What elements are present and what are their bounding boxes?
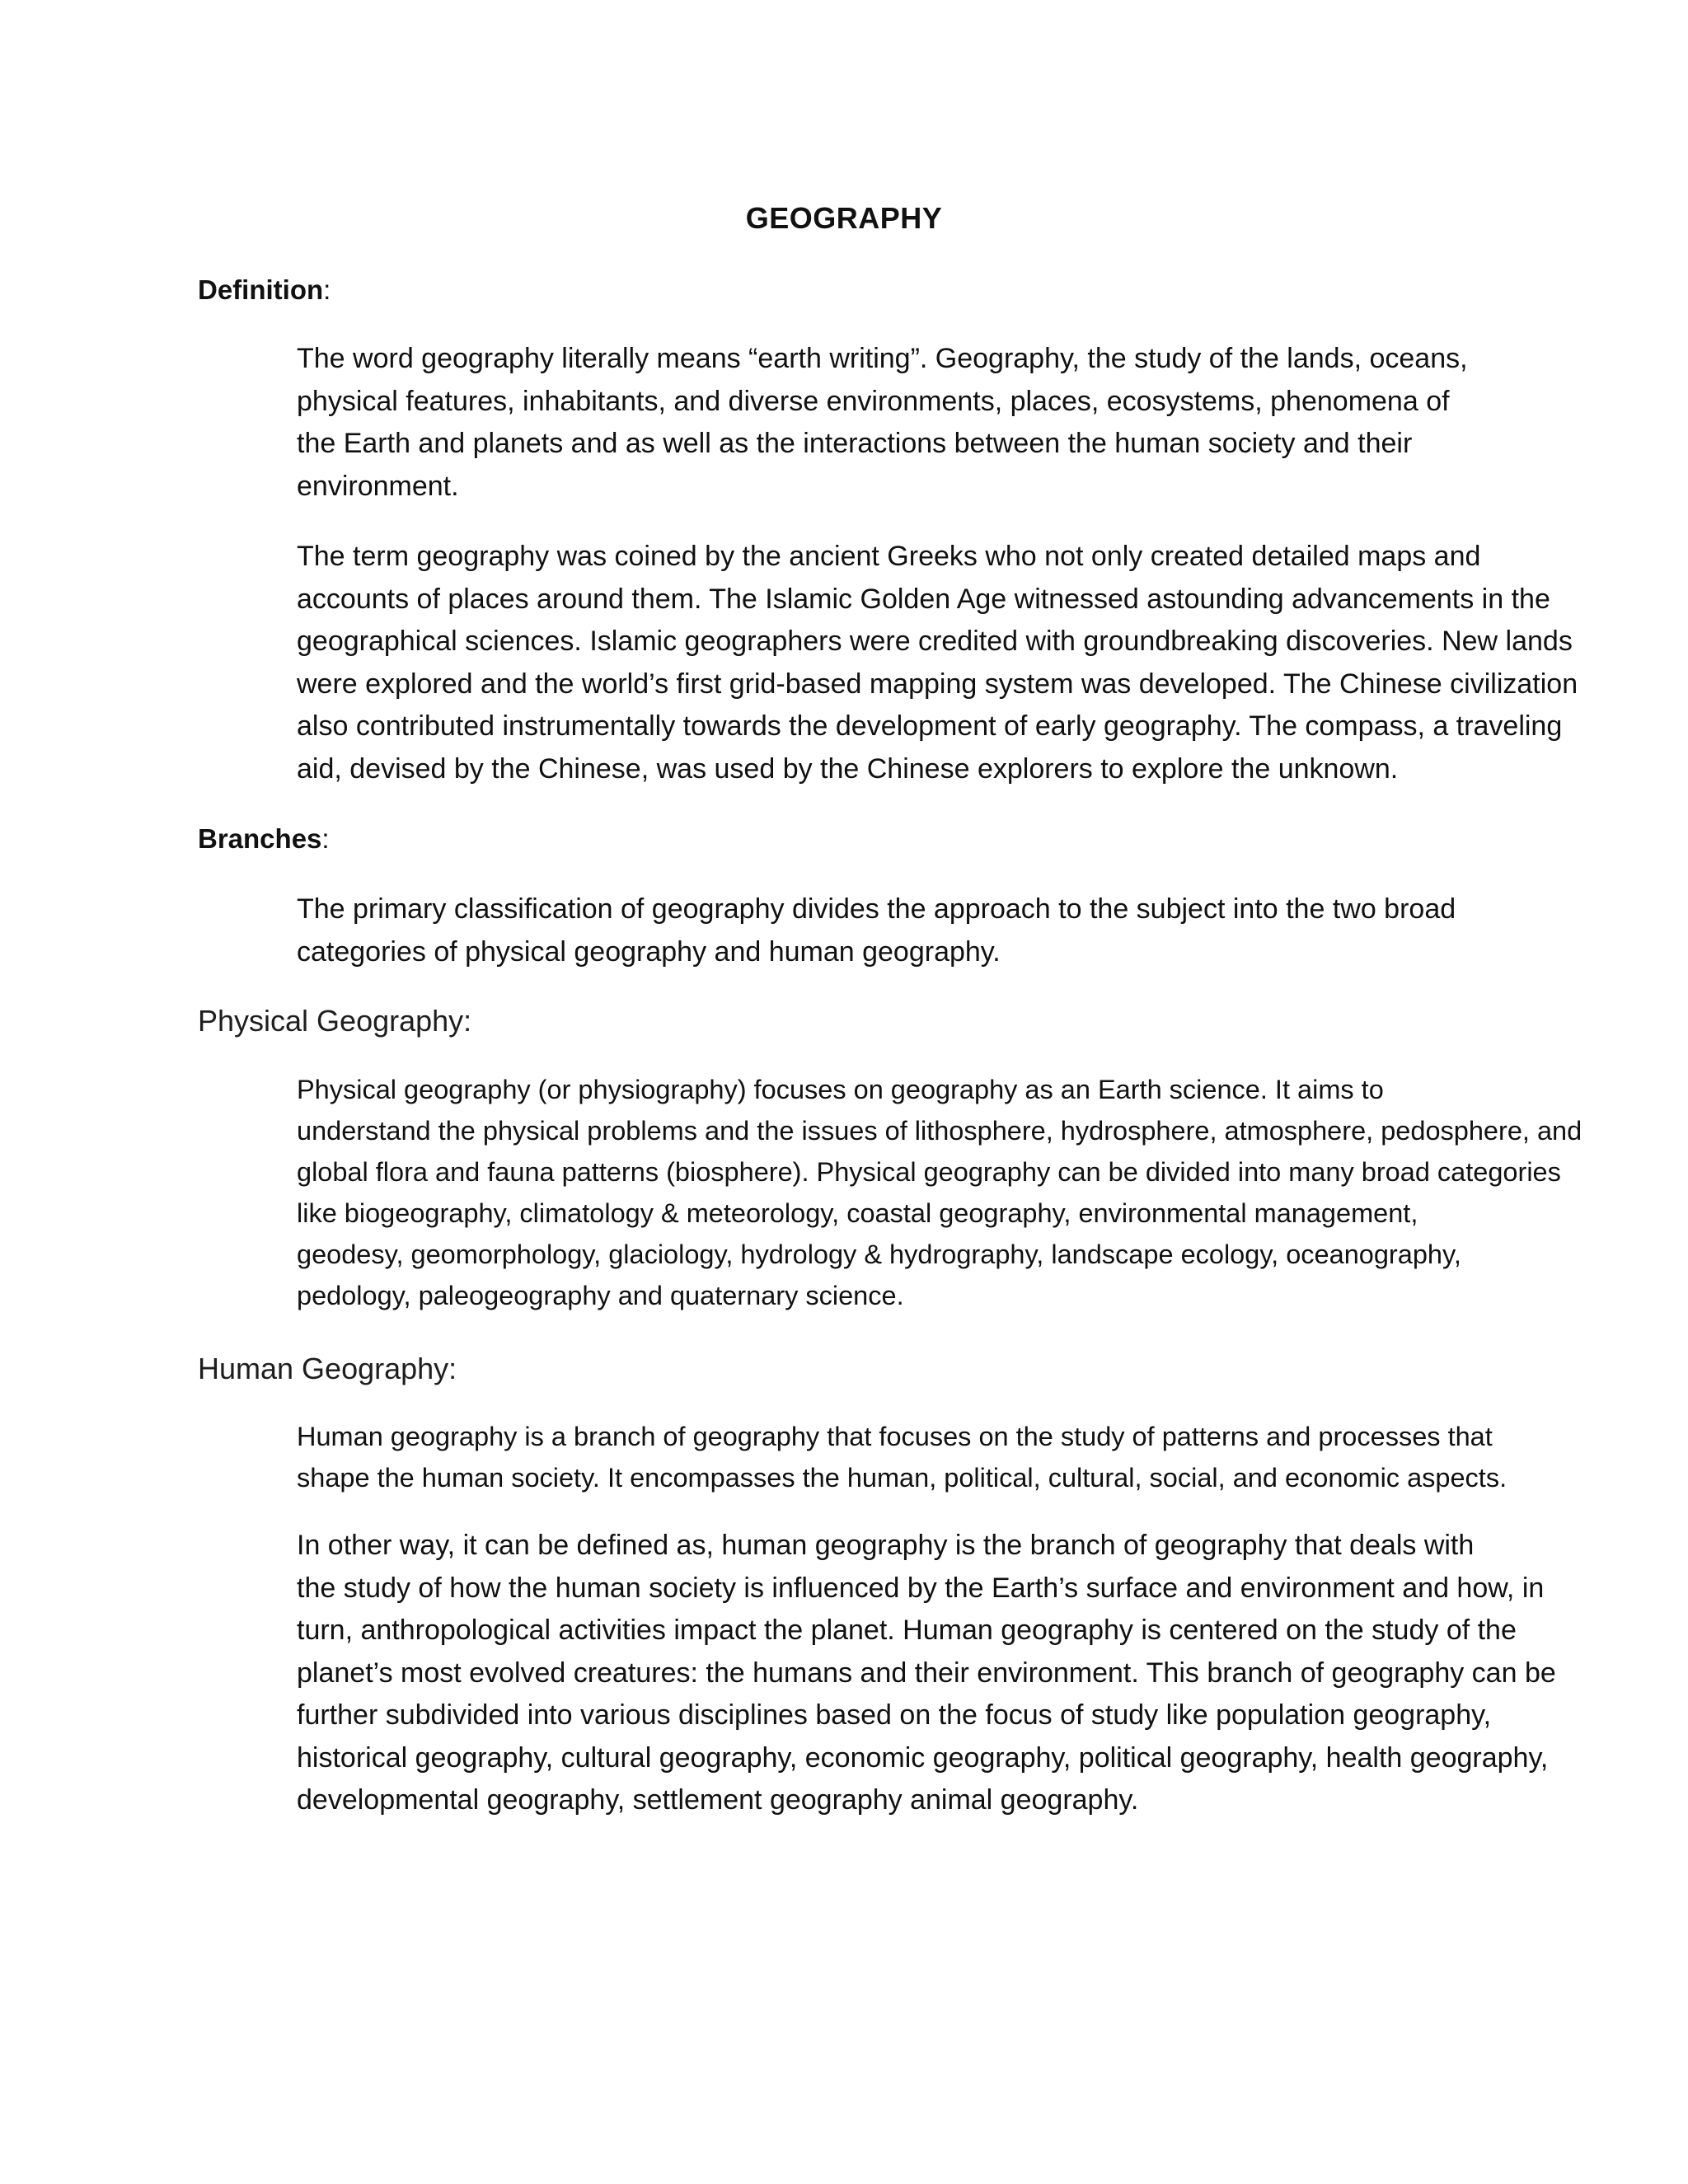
text-line: global flora and fauna patterns (biosphere). Physical geography can be divided into many broad categories <box>297 1157 1561 1187</box>
human-geography-paragraph-1 <box>198 1416 1507 1498</box>
branches-heading <box>198 819 1484 859</box>
branches-colon: : <box>321 823 330 854</box>
text-line: also contributed instrumentally towards the development of early geography. The compass, a traveling <box>297 710 1563 742</box>
text-line: planet’s most evolved creatures: the humans and their environment. This branch of geography can be <box>297 1657 1556 1689</box>
text-line: aid, devised by the Chinese, was used by the Chinese explorers to explore the unknown. <box>297 752 1399 785</box>
human-geography-label: Human Geography <box>198 1352 449 1385</box>
text-line: categories of physical geography and human geography. <box>297 935 1001 968</box>
text-line: The primary classification of geography divides the approach to the subject into the two broad <box>297 893 1456 925</box>
human-geography-colon: : <box>448 1352 457 1385</box>
text-line: geographical sciences. Islamic geographers were credited with groundbreaking discoveries. New lands <box>297 626 1573 657</box>
physical-geography-heading <box>198 1001 1484 1042</box>
physical-geography-label: Physical Geography <box>198 1004 464 1038</box>
branches-paragraph <box>198 888 1484 973</box>
text-line: Human geography is a branch of geography that focuses on the study of patterns and processes that <box>297 1422 1493 1451</box>
text-line: The term geography was coined by the ancient Greeks who not only created detailed maps and <box>297 541 1481 572</box>
definition-colon: : <box>323 274 331 305</box>
physical-geography-colon: : <box>463 1004 472 1038</box>
definition-heading <box>198 270 1484 310</box>
text-line: the Earth and planets and as well as the interactions between the human society and their <box>297 428 1413 459</box>
human-geography-paragraph-2 <box>198 1525 1556 1822</box>
page-title: GEOGRAPHY <box>745 201 943 235</box>
definition-label: Definition <box>198 274 324 305</box>
text-line: were explored and the world’s first grid-based mapping system was developed. The Chinese civilization <box>297 668 1578 700</box>
text-line: developmental geography, settlement geography animal geography. <box>297 1784 1139 1816</box>
text-line: historical geography, cultural geography, economic geography, political geography, health geography, <box>297 1741 1549 1774</box>
branches-label: Branches <box>198 823 322 854</box>
text-line: Physical geography (or physiography) focuses on geography as an Earth science. It aims to <box>297 1075 1384 1104</box>
text-line: like biogeography, climatology & meteorology, coastal geography, environmental management, <box>297 1198 1418 1228</box>
text-line: the study of how the human society is influenced by the Earth’s surface and environment and how, in <box>297 1572 1545 1604</box>
text-line: geodesy, geomorphology, glaciology, hydrology & hydrography, landscape ecology, oceanography, <box>297 1240 1461 1269</box>
text-line: pedology, paleogeography and quaternary science. <box>297 1281 904 1310</box>
text-line: shape the human society. It encompasses the human, political, cultural, social, and economic aspects. <box>297 1463 1507 1493</box>
text-line: accounts of places around them. The Islamic Golden Age witnessed astounding advancements in the <box>297 583 1550 615</box>
definition-paragraph-1 <box>198 338 1484 508</box>
text-line: turn, anthropological activities impact the planet. Human geography is centered on the study of the <box>297 1615 1517 1646</box>
text-line: understand the physical problems and the issues of lithosphere, hydrosphere, atmosphere, pedosphere, and <box>297 1116 1582 1146</box>
text-line: environment. <box>297 470 459 502</box>
text-line: In other way, it can be defined as, human geography is the branch of geography that deals with <box>297 1530 1475 1561</box>
human-geography-heading <box>198 1348 1484 1390</box>
physical-geography-paragraph <box>198 1069 1582 1316</box>
text-line: The word geography literally means “earth writing”. Geography, the study of the lands, oceans, <box>297 343 1468 374</box>
text-line: further subdivided into various disciplines based on the focus of study like population geography, <box>297 1699 1492 1731</box>
definition-paragraph-2 <box>198 536 1578 790</box>
text-line: physical features, inhabitants, and diverse environments, places, ecosystems, phenomena of <box>297 385 1450 417</box>
